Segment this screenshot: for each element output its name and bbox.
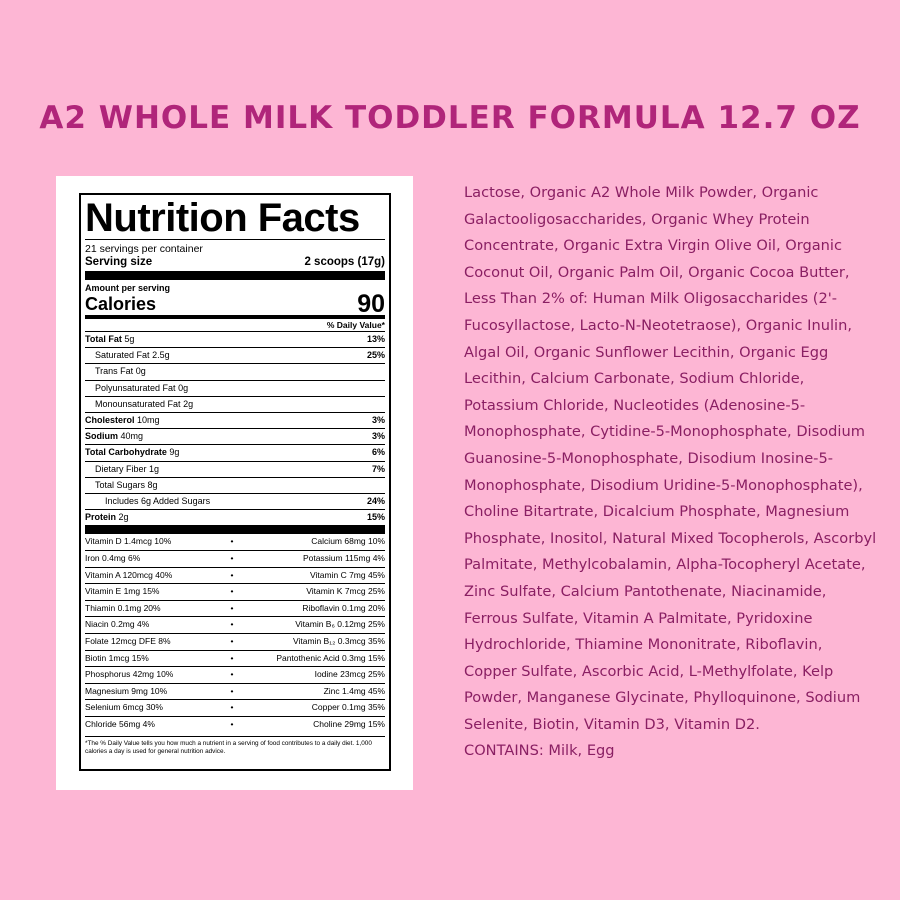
nutrient-name: Protein	[85, 512, 117, 523]
nutrient-row-protein	[85, 509, 385, 525]
vitamin-row	[85, 650, 385, 667]
vitamin-row	[85, 699, 385, 716]
vitamin-right: Vitamin B₁₂ 0.3mcg 35%	[293, 636, 385, 646]
vitamin-right: Riboflavin 0.1mg 20%	[302, 602, 385, 613]
vitamin-left: Vitamin E 1mg 15%	[85, 586, 160, 597]
vitamin-left: Magnesium 9mg 10%	[85, 685, 168, 696]
servings-per-container: 21 servings per container	[85, 243, 203, 255]
nutrient-dv: 25%	[366, 350, 385, 361]
bullet: •	[230, 718, 234, 729]
nutrient-name: Polyunsaturated Fat	[95, 382, 176, 393]
vitamin-right: Vitamin C 7mg 45%	[310, 569, 385, 580]
nutrient-name: Cholesterol	[85, 415, 135, 426]
bullet: •	[230, 636, 234, 646]
nutrient-name: Saturated Fat	[95, 350, 150, 361]
vitamin-left: Selenium 6mcg 30%	[85, 702, 163, 713]
divider-thick	[85, 271, 385, 280]
bullet: •	[230, 602, 234, 613]
serving-size-row	[85, 255, 385, 271]
ingredients-block	[464, 180, 878, 765]
nutrition-facts-heading: Nutrition Facts	[85, 196, 360, 240]
vitamin-row	[85, 683, 385, 700]
vitamin-row	[85, 583, 385, 600]
nutrient-name: Includes 6g Added Sugars	[105, 496, 211, 507]
nutrient-row-added-sugars	[85, 493, 385, 509]
divider-thick	[85, 525, 385, 534]
nutrient-name: Monounsaturated Fat	[95, 398, 181, 409]
vitamin-left: Biotin 1mcg 15%	[85, 652, 149, 663]
ingredients-text: Lactose, Organic A2 Whole Milk Powder, Organic Galactooligosaccharides, Organic Whey Protein Concentrate, Organic Extra Virgin Olive Oil, Organic Coconut Oil, Organic Palm Oil, Organic Cocoa Butter, Less Than 2% of: Human Milk Oligosaccharides (2'-Fucosyllactose, Lacto-N-Neotetraose), Organic Inulin, Algal Oil, Organic Sunflower Lecithin, Organic Egg Lecithin, Calcium Carbonate, Sodium Chloride, Potassium Chloride, Nucleotides (Adenosine-5-Monophosphate, Cytidine-5-Monophosphate, Disodium Guanosine-5-Monophosphate, Disodium Inosine-5-Monophosphate, Disodium Uridine-5-Monophosphate), Choline Bitartrate, Dicalcium Phosphate, Magnesium Phosphate, Inositol, Natural Mixed Tocopherols, Ascorbyl Palmitate, Methylcobalamin, Alpha-Tocopheryl Acetate, Zinc Sulfate, Calcium Pantothenate, Niacinamide, Ferrous Sulfate, Vitamin A Palmitate, Pyridoxine Hydrochloride, Thiamine Mononitrate, Riboflavin, Copper Sulfate, Ascorbic Acid, L-Methylfolate, Kelp Powder, Manganese Glycinate, Phylloquinone, Sodium Selenite, Biotin, Vitamin D3, Vitamin D2.	[464, 184, 877, 733]
nutrient-row-total-fat	[85, 331, 385, 347]
nutrient-row-trans-fat	[85, 363, 385, 379]
nutrient-name: Trans Fat	[95, 366, 134, 377]
nutrient-name: Total Sugars	[95, 479, 146, 490]
amount-per-serving: Amount per serving	[85, 283, 171, 293]
nutrient-dv: 24%	[366, 496, 385, 507]
vitamin-left: Iron 0.4mg 6%	[85, 553, 141, 564]
bullet: •	[230, 536, 234, 547]
nutrient-row-dietary-fiber	[85, 461, 385, 477]
bullet: •	[230, 652, 234, 663]
nutrient-row-monounsaturated-fat	[85, 396, 385, 412]
nutrient-amount: 9g	[169, 447, 180, 458]
nutrient-dv: 6%	[371, 447, 385, 458]
vitamin-left: Thiamin 0.1mg 20%	[85, 602, 161, 613]
bullet: •	[230, 586, 234, 597]
vitamin-right: Zinc 1.4mg 45%	[323, 685, 385, 696]
vitamin-right: Vitamin B₆ 0.12mg 25%	[295, 619, 385, 630]
nutrient-row-saturated-fat	[85, 347, 385, 363]
nutrient-amount: 0g	[135, 366, 146, 377]
nutrient-name: Dietary Fiber	[95, 463, 147, 474]
bullet: •	[230, 669, 234, 680]
nutrient-row-sodium	[85, 428, 385, 444]
nutrient-amount: 10mg	[137, 415, 160, 426]
nutrient-dv: 3%	[371, 415, 385, 426]
product-title: A2 WHOLE MILK TODDLER FORMULA 12.7 OZ	[39, 100, 861, 136]
vitamin-right: Calcium 68mg 10%	[311, 536, 385, 547]
vitamin-row	[85, 616, 385, 633]
nutrient-amount: 40mg	[120, 431, 144, 442]
nutrient-dv: 15%	[366, 512, 385, 523]
bullet: •	[230, 553, 234, 564]
bullet: •	[230, 702, 234, 713]
calories-row	[85, 290, 385, 318]
vitamin-left: Niacin 0.2mg 4%	[85, 619, 150, 630]
nutrient-amount: 0g	[178, 382, 189, 393]
vitamin-right: Iodine 23mcg 25%	[314, 669, 385, 680]
vitamin-right: Pantothenic Acid 0.3mg 15%	[276, 652, 385, 663]
bullet: •	[230, 685, 234, 696]
nutrient-amount: 2.5g	[152, 350, 170, 361]
nutrition-facts-label	[79, 193, 391, 771]
vitamin-row	[85, 600, 385, 617]
vitamin-right: Vitamin K 7mcg 25%	[306, 586, 385, 597]
vitamin-row	[85, 567, 385, 584]
vitamin-left: Vitamin D 1.4mcg 10%	[85, 536, 172, 547]
nutrient-amount: 8g	[147, 479, 158, 490]
vitamin-row	[85, 633, 385, 650]
daily-value-header: % Daily Value*	[326, 320, 385, 330]
vitamin-left: Chloride 56mg 4%	[85, 718, 155, 729]
nutrient-amount: 2g	[118, 512, 129, 523]
nutrient-name: Total Fat	[85, 334, 122, 344]
nutrient-amount: 2g	[183, 398, 194, 409]
nutrient-name: Total Carbohydrate	[85, 447, 167, 458]
nutrient-row-total-sugars	[85, 477, 385, 493]
serving-size-label: Serving size	[85, 256, 153, 268]
nutrient-dv: 7%	[371, 463, 385, 474]
vitamin-left: Folate 12mcg DFE 8%	[85, 636, 171, 646]
vitamin-right: Copper 0.1mg 35%	[311, 702, 385, 713]
allergen-contains: CONTAINS: Milk, Egg	[464, 742, 615, 760]
vitamin-row	[85, 550, 385, 567]
vitamin-row	[85, 716, 385, 733]
nutrient-row-total-carbohydrate	[85, 444, 385, 460]
bullet: •	[230, 569, 234, 580]
calories-value: 90	[357, 290, 385, 318]
nutrient-row-polyunsaturated-fat	[85, 380, 385, 396]
nutrition-panel	[56, 176, 413, 790]
serving-size-value: 2 scoops (17g)	[304, 256, 385, 268]
daily-value-footnote: *The % Daily Value tells you how much a nutrient in a serving of food contributes to a daily diet. 1,000 calories a day is used for general nutrition advice.	[85, 736, 385, 756]
bullet: •	[230, 619, 234, 630]
vitamin-right: Potassium 115mg 4%	[302, 553, 385, 564]
vitamin-row	[85, 666, 385, 683]
nutrient-dv: 13%	[366, 334, 385, 344]
vitamin-row	[85, 534, 385, 550]
vitamin-right: Choline 29mg 15%	[313, 718, 385, 729]
vitamin-left: Phosphorus 42mg 10%	[85, 669, 174, 680]
nutrient-amount: 1g	[149, 463, 160, 474]
nutrient-row-cholesterol	[85, 412, 385, 428]
nutrient-name: Sodium	[85, 431, 118, 442]
calories-label: Calories	[85, 294, 157, 314]
nutrient-amount: 5g	[124, 334, 135, 344]
nutrient-dv: 3%	[371, 431, 385, 442]
vitamin-left: Vitamin A 120mcg 40%	[85, 569, 173, 580]
